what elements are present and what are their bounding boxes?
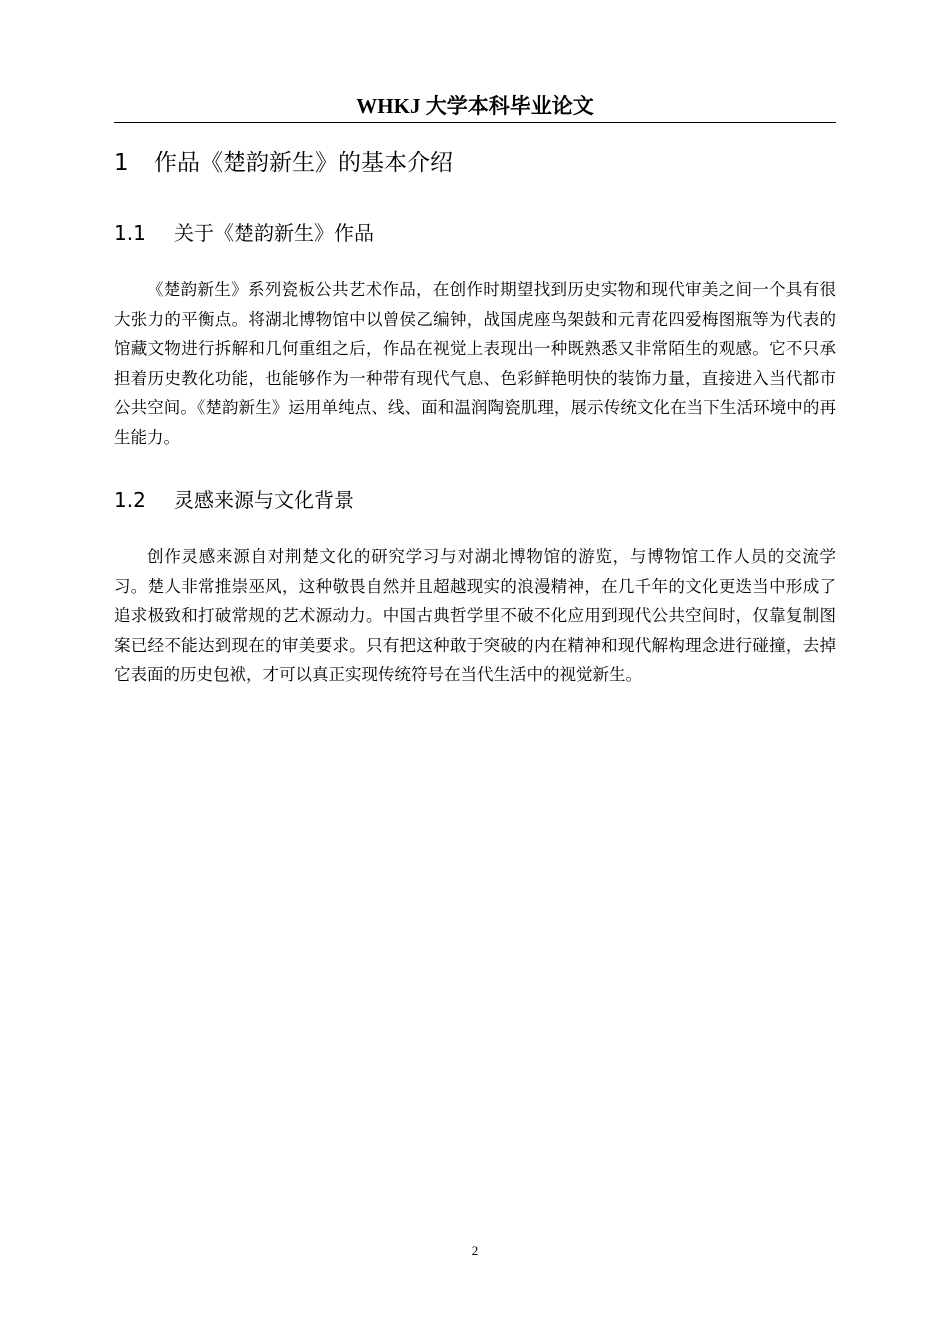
page-number: 2 xyxy=(471,1243,479,1258)
section-heading-1-2 xyxy=(114,485,836,515)
section-title: 灵感来源与文化背景 xyxy=(174,488,354,512)
running-header: WHKJ 大学本科毕业论文 xyxy=(356,94,594,118)
chapter-number: 1 xyxy=(114,150,129,176)
chapter-heading xyxy=(114,146,836,180)
section-1-1-paragraph: 《楚韵新生》系列瓷板公共艺术作品，在创作时期望找到历史实物和现代审美之间一个具有很大张力的平衡点。将湖北博物馆中以曾侯乙编钟，战国虎座鸟架鼓和元青花四爱梅图瓶等为代表的馆藏文物进行拆解和几何重组之后，作品在视觉上表现出一种既熟悉又非常陌生的观感。它不只承担着历史教化功能，也能够作为一种带有现代气息、色彩鲜艳明快的装饰力量，直接进入当代都市公共空间。《楚韵新生》运用单纯点、线、面和温润陶瓷肌理，展示传统文化在当下生活环境中的再生能力。 xyxy=(114,280,836,447)
section-number: 1.1 xyxy=(114,221,146,245)
section-1-2-paragraph: 创作灵感来源自对荆楚文化的研究学习与对湖北博物馆的游览，与博物馆工作人员的交流学习。楚人非常推崇巫风，这种敬畏自然并且超越现实的浪漫精神，在几千年的文化更迭当中形成了追求极致和打破常规的艺术源动力。中国古典哲学里不破不化应用到现代公共空间时，仅靠复制图案已经不能达到现在的审美要求。只有把这种敢于突破的内在精神和现代解构理念进行碰撞，去掉它表面的历史包袱，才可以真正实现传统符号在当代生活中的视觉新生。 xyxy=(114,547,836,684)
header-rule xyxy=(114,122,836,123)
section-number: 1.2 xyxy=(114,488,146,512)
section-heading-1-1 xyxy=(114,218,836,248)
section-title: 关于《楚韵新生》作品 xyxy=(174,221,374,245)
chapter-title: 作品《楚韵新生》的基本介绍 xyxy=(154,150,453,176)
